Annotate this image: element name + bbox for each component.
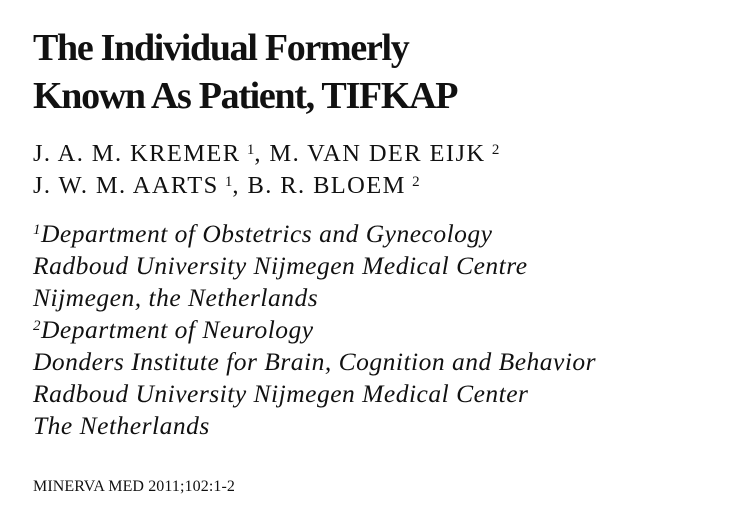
author-name: M. VAN DER EIJK — [269, 140, 486, 167]
author-separator: , — [232, 172, 248, 199]
affiliation-marker: 2 — [33, 318, 41, 334]
affiliation-list — [33, 218, 596, 442]
journal-citation: MINERVA MED 2011;102:1-2 — [33, 478, 236, 495]
affiliation-text: Donders Institute for Brain, Cognition and Behavior — [33, 347, 597, 376]
affiliation-text: Department of Neurology — [41, 315, 314, 344]
affiliation-line — [33, 282, 596, 314]
affiliation-line — [33, 218, 596, 250]
author-line-2 — [33, 170, 499, 202]
author-separator: , — [254, 140, 270, 167]
author-name: B. R. BLOEM — [247, 172, 406, 199]
author-list — [33, 138, 499, 202]
author-line-1 — [33, 138, 499, 170]
title-line-2: Known As Patient, TIFKAP — [33, 75, 458, 117]
affiliation-line — [33, 250, 596, 282]
affiliation-text: Radboud University Nijmegen Medical Centre — [33, 251, 528, 280]
author-affiliation-marker: 1 — [246, 142, 255, 158]
affiliation-line — [33, 410, 596, 442]
author-affiliation-marker: 2 — [491, 142, 500, 158]
affiliation-text: Radboud University Nijmegen Medical Center — [33, 379, 529, 408]
affiliation-text: Department of Obstetrics and Gynecology — [41, 219, 493, 248]
article-title — [33, 24, 457, 120]
author-affiliation-marker: 2 — [412, 174, 420, 190]
affiliation-line — [33, 346, 596, 378]
affiliation-text: The Netherlands — [33, 411, 210, 440]
affiliation-marker: 1 — [33, 222, 41, 238]
author-name: J. A. M. KREMER — [33, 140, 241, 167]
affiliation-text: Nijmegen, the Netherlands — [33, 283, 319, 312]
title-line-1: The Individual Formerly — [33, 27, 409, 69]
affiliation-line — [33, 378, 596, 410]
author-affiliation-marker: 1 — [224, 174, 233, 190]
author-name: J. W. M. AARTS — [33, 172, 219, 199]
affiliation-line — [33, 314, 596, 346]
